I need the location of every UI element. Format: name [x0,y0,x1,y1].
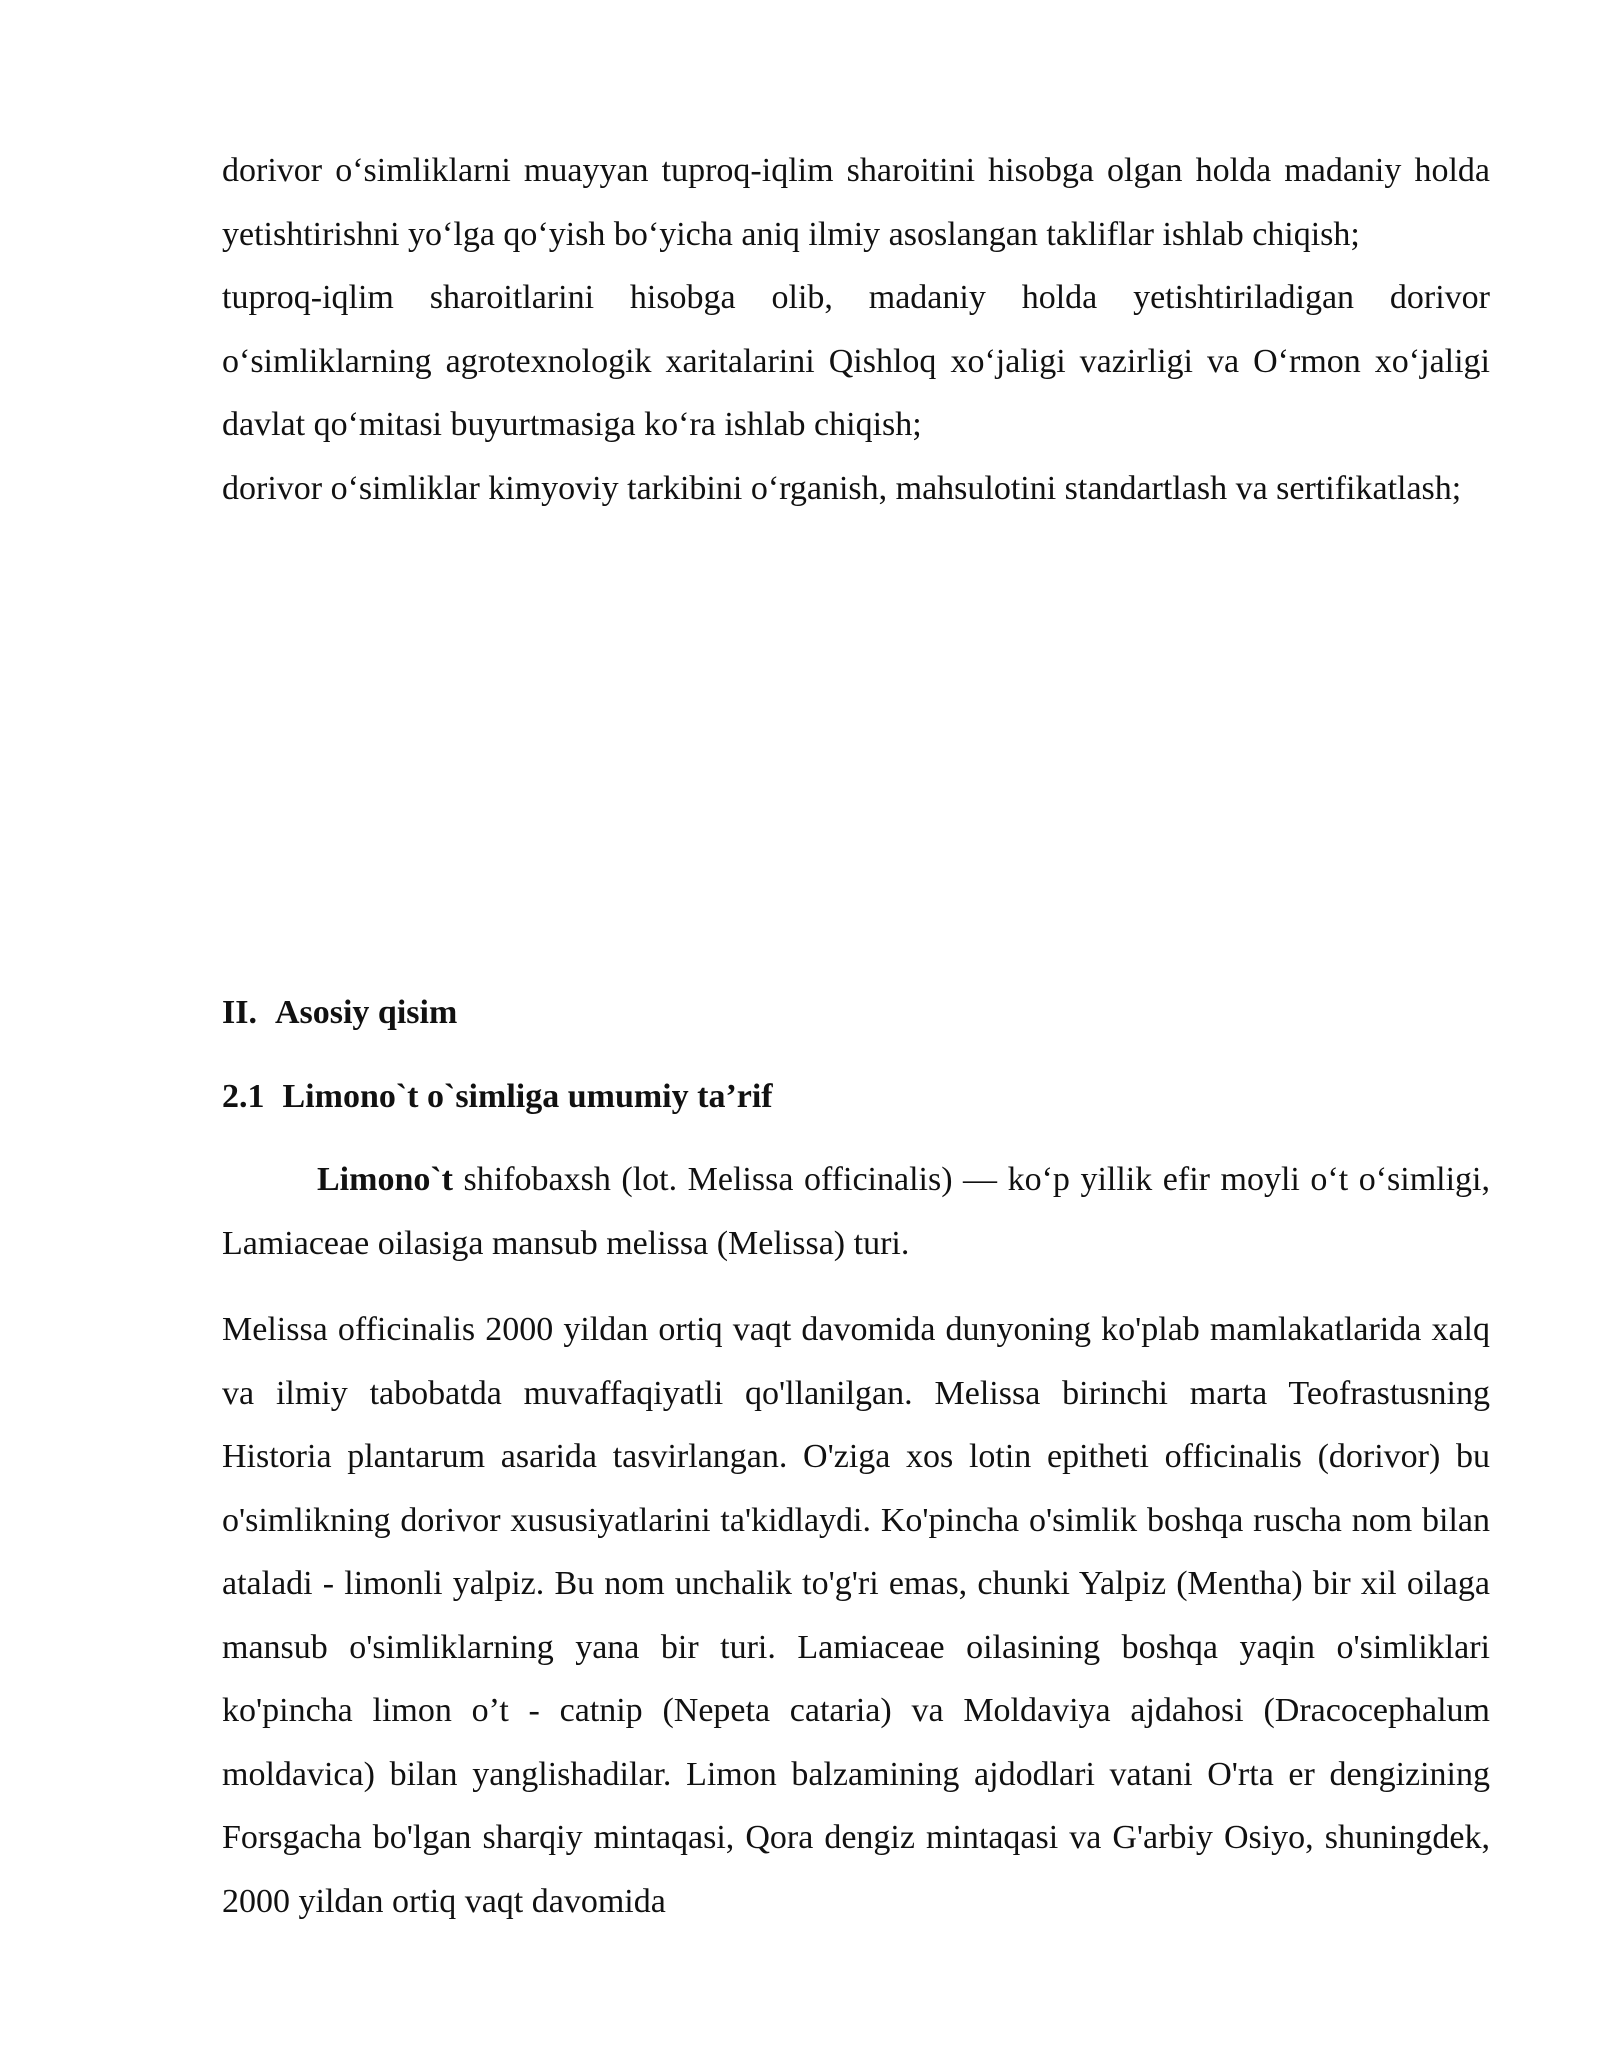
section-number: II. [222,994,257,1031]
main-paragraph: Melissa officinalis 2000 yildan ortiq vaqt davomida dunyoning ko'plab mamlakatlarida xalq va ilmiy tabobatda muvaffaqiyatli qo'llanilgan. Melissa birinchi marta Teofrastusning Historia plantarum asarida tasvirlangan. O'ziga xos lotin epitheti officinalis (dorivor) bu o'simlikning dorivor xususiyatlarini ta'kidlaydi. Ko'pincha o'simlik boshqa ruscha nom bilan ataladi - limonli yalpiz. Bu nom unchalik to'g'ri emas, chunki Yalpiz (Mentha) bir xil oilaga mansub o'simliklarning yana bir turi. Lamiaceae oilasining boshqa yaqin o'simliklari ko'pincha limon o’t - catnip (Nepeta cataria) va Moldaviya ajdahosi (Dracocephalum moldavica) bilan yanglishadilar. Limon balzamining ajdodlari vatani O'rta er dengizining Forsgacha bo'lgan sharqiy mintaqasi, Qora dengiz mintaqasi va G'arbiy Osiyo, shuningdek, 2000 yildan ortiq vaqt davomida [222,1311,1490,1920]
subsection-number: 2.1 [222,1078,265,1115]
section-title: Asosiy qisim [274,994,458,1031]
main-block [222,1298,1490,1933]
subsection-title: Limono`t o`simliga umumiy ta’rif [282,1078,773,1115]
definition-paragraph [222,1148,1490,1275]
intro-paragraph-3: dorivor o‘simliklar kimyoviy tarkibini o‘rganish, mahsulotini standartlash va sertifikatlash; [222,469,1462,507]
definition-text: shifobaxsh (lot. Melissa officinalis) — ko‘p yillik efir moyli o‘t o‘simligi, Lamiaceae oilasiga mansub melissa (Melissa) turi. [222,1161,1490,1262]
intro-list [222,139,1490,520]
definition-term: Limono`t [317,1161,453,1198]
section-heading [222,991,457,1035]
definition-block [222,1148,1490,1275]
subsection-heading [222,1075,773,1119]
intro-paragraph-1: dorivor o‘simliklarni muayyan tuproq-iqlim sharoitini hisobga olgan holda madaniy holda yetishtirishni yo‘lga qo‘yish bo‘yicha aniq ilmiy asoslangan takliflar ishlab chiqish; [222,152,1490,253]
intro-paragraph-2: tuproq-iqlim sharoitlarini hisobga olib, madaniy holda yetishtiriladigan dorivor o‘simliklarning agrotexnologik xaritalarini Qishloq xo‘jaligi vazirligi va O‘rmon xo‘jaligi davlat qo‘mitasi buyurtmasiga ko‘ra ishlab chiqish; [222,279,1490,443]
